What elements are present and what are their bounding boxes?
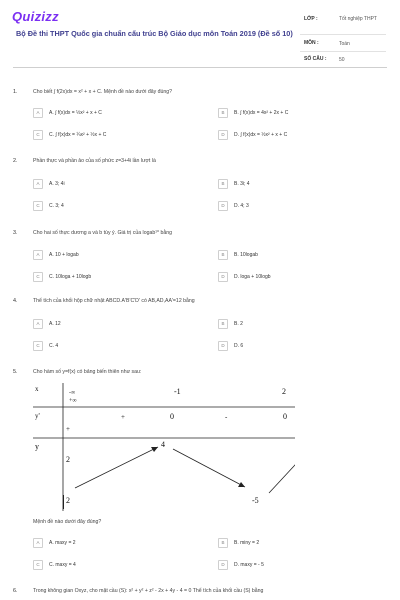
table-sign: 0 <box>170 412 174 421</box>
option-b[interactable] <box>218 537 259 548</box>
option-d[interactable] <box>218 340 243 351</box>
option-text: D. ∫ f(x)dx = ½x² + x + C <box>234 131 288 138</box>
option-text: C. 10loga + 10logb <box>49 273 92 280</box>
option-letter: A <box>33 538 43 548</box>
question-number: 5. <box>13 369 18 375</box>
option-letter: C <box>33 130 43 140</box>
option-letter: C <box>33 201 43 211</box>
table-sign: 0 <box>283 412 287 421</box>
option-text: B. ∫ f(x)dx = 4x² + 2x + C <box>234 109 289 116</box>
table-y-label: y <box>35 442 39 451</box>
option-text: D. maxy = - 5 <box>234 561 264 568</box>
table-x-value: -∞ <box>69 390 76 396</box>
table-y-value: -5 <box>252 496 259 505</box>
worksheet-title: Bộ Đề thi THPT Quốc gia chuẩn cấu trúc Bộ Giáo dục môn Toán 2019 (Đề số 10) <box>16 29 293 38</box>
question-text: Phần thực và phần ảo của số phức z=3+4i lần lượt là <box>33 158 156 164</box>
question-text: Cho hai số thực dương a và b tùy ý. Giá trị của logab¹⁰ bằng <box>33 230 173 236</box>
subject-label: MÔN : <box>304 40 319 46</box>
option-text: B. 10logab <box>234 251 258 258</box>
question-number: 3. <box>13 230 18 236</box>
option-text: A. ∫ f(x)dx = ½x² + x + C <box>49 109 102 116</box>
option-text: C. ∫ f(x)dx = ¼x² + ½x + C <box>49 131 107 138</box>
option-text: A. maxy = 2 <box>49 539 76 546</box>
count-label: SỐ CÂU : <box>304 56 327 62</box>
subject-value: Toán <box>339 41 350 47</box>
quizizz-logo: Quizizz <box>12 9 59 24</box>
option-text: A. 12 <box>49 320 61 327</box>
option-a[interactable] <box>33 249 79 260</box>
table-x-value: +∞ <box>69 398 77 404</box>
header-divider <box>13 67 387 68</box>
table-sign: + <box>66 425 70 433</box>
table-y-value: 2 <box>66 496 70 505</box>
option-text: B. miny = 2 <box>234 539 260 546</box>
option-letter: B <box>218 250 228 260</box>
option-d[interactable] <box>218 559 264 570</box>
option-letter: C <box>33 341 43 351</box>
option-c[interactable] <box>33 129 106 140</box>
option-letter: C <box>33 272 43 282</box>
option-b[interactable] <box>218 178 250 189</box>
question-text: Cho hàm số y=f(x) có bảng biến thiên như sau: <box>33 369 142 375</box>
table-y-value: 4 <box>161 440 165 449</box>
table-y-value: 2 <box>66 455 70 464</box>
option-b[interactable] <box>218 318 243 329</box>
option-text: C. 4 <box>49 342 59 349</box>
option-letter: C <box>33 560 43 570</box>
option-a[interactable] <box>33 107 102 118</box>
option-letter: A <box>33 250 43 260</box>
option-d[interactable] <box>218 271 271 282</box>
table-x-value: 2 <box>282 387 286 396</box>
option-text: D. 4; 3 <box>234 202 249 209</box>
table-x-value: -1 <box>174 387 181 396</box>
option-b[interactable] <box>218 107 288 118</box>
option-letter: D <box>218 130 228 140</box>
option-a[interactable] <box>33 318 61 329</box>
option-letter: A <box>33 319 43 329</box>
question-text: Cho biết ∫ f(2x)dx = x² + x + C. Mệnh đề nào dưới đây đúng? <box>33 89 173 95</box>
option-c[interactable] <box>33 559 76 570</box>
meta-divider <box>300 34 386 35</box>
option-letter: A <box>33 179 43 189</box>
option-letter: B <box>218 319 228 329</box>
question-number: 2. <box>13 158 18 164</box>
option-letter: D <box>218 201 228 211</box>
option-text: A. 10 + logab <box>49 251 79 258</box>
option-text: D. loga + 10logb <box>234 273 271 280</box>
option-letter: D <box>218 341 228 351</box>
question-number: 6. <box>13 588 18 594</box>
option-letter: B <box>218 538 228 548</box>
meta-divider <box>300 51 386 52</box>
option-d[interactable] <box>218 129 287 140</box>
option-c[interactable] <box>33 340 58 351</box>
table-sign: + <box>121 413 125 421</box>
option-b[interactable] <box>218 249 258 260</box>
question-text: Thể tích của khối hộp chữ nhật ABCD.A'B'C'D' có AB,AD,AA'=12 bằng <box>33 298 195 304</box>
option-a[interactable] <box>33 178 65 189</box>
table-x-label: x <box>35 385 39 393</box>
option-text: B. 2 <box>234 320 243 327</box>
question-followup: Mệnh đề nào dưới đây đúng? <box>33 519 102 525</box>
option-text: C. 3; 4 <box>49 202 64 209</box>
question-number: 4. <box>13 298 18 304</box>
option-letter: A <box>33 108 43 118</box>
table-bar <box>63 495 64 509</box>
option-letter: D <box>218 272 228 282</box>
option-letter: B <box>218 179 228 189</box>
table-sign: - <box>225 413 228 421</box>
option-letter: D <box>218 560 228 570</box>
option-text: D. 6 <box>234 342 244 349</box>
variation-table <box>33 383 295 511</box>
option-c[interactable] <box>33 200 64 211</box>
option-text: C. maxy = 4 <box>49 561 76 568</box>
option-d[interactable] <box>218 200 249 211</box>
table-yprime-label: y' <box>35 412 40 420</box>
class-value: Tốt nghiệp THPT <box>339 16 377 22</box>
class-label: LỚP : <box>304 16 318 22</box>
option-text: B. 3i; 4 <box>234 180 250 187</box>
count-value: 50 <box>339 57 345 63</box>
option-c[interactable] <box>33 271 91 282</box>
question-text: Trong không gian Oxyz, cho mặt cầu (S): x² + y² + z² - 2x + 4y - 4 = 0 Thể tích của khối cầu (S) bằng <box>33 588 264 594</box>
option-text: A. 3; 4i <box>49 180 65 187</box>
option-letter: B <box>218 108 228 118</box>
question-number: 1. <box>13 89 18 95</box>
option-a[interactable] <box>33 537 76 548</box>
